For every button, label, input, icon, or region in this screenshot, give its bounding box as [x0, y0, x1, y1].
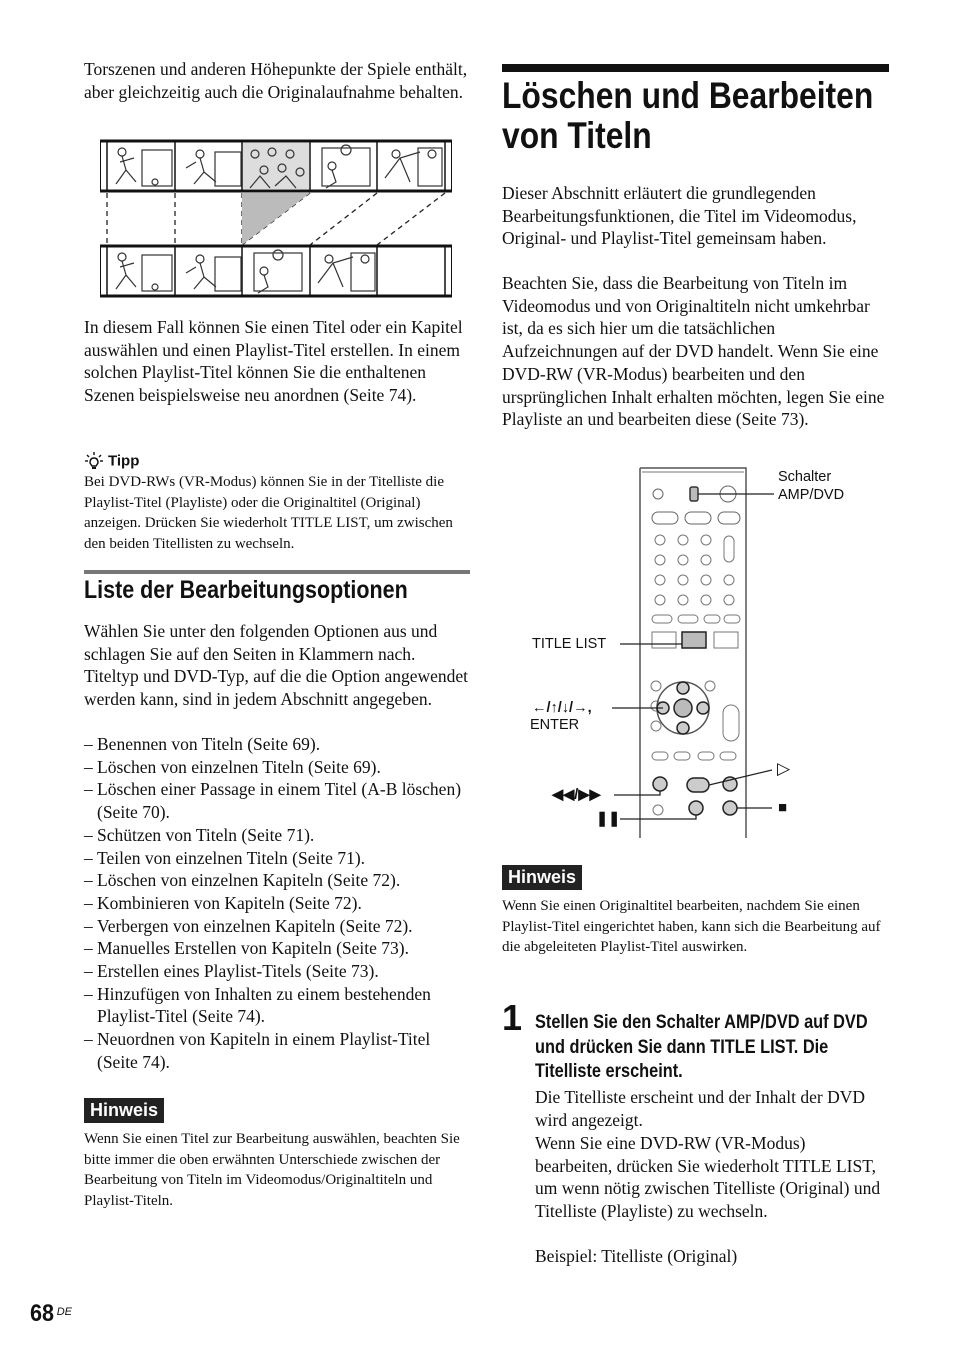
page-number-value: 68	[30, 1300, 55, 1327]
hinweis-badge-left: Hinweis	[84, 1098, 164, 1123]
step-text-3: Beispiel: Titelliste (Original)	[535, 1246, 738, 1266]
list-item: – Löschen von einzelnen Kapiteln (Seite 72).	[84, 869, 469, 892]
page-number-suffix: DE	[56, 1306, 72, 1318]
label-rew-ff: ◀◀/▶▶	[552, 787, 601, 803]
list-item: – Teilen von einzelnen Titeln (Seite 71).	[84, 847, 469, 870]
list-item: – Verbergen von einzelnen Kapiteln (Seite 72).	[84, 915, 469, 938]
lightbulb-icon	[84, 451, 104, 471]
label-schalter: Schalter	[778, 469, 832, 485]
section-rule	[84, 570, 470, 574]
section-heading: Liste der Bearbeitungsoptionen	[84, 576, 408, 604]
page-number	[30, 1300, 72, 1328]
list-item: – Löschen einer Passage in einem Titel (A-B löschen) (Seite 70).	[84, 778, 469, 823]
intro-paragraph-1: Dieser Abschnitt erläutert die grundlegenden Bearbeitungsfunktionen, die Titel im Videomodus, Original- und Playlist-Titel gemeinsam haben.	[502, 183, 857, 249]
options-list	[84, 733, 469, 1074]
hinweis-text-left: Wenn Sie einen Titel zur Bearbeitung auswählen, beachten Sie bitte immer die oben erwähnten Unterschiede zwischen der Bearbeitung von Titeln im Videomodus/Originaltiteln und Playlist-Titeln.	[84, 1131, 460, 1209]
section-intro: Wählen Sie unter den folgenden Optionen aus und schlagen Sie auf den Seiten in Klammern nach. Titeltyp und DVD-Typ, auf die die Option angewendet werden kann, sind in jedem Abschnitt angegeben.	[84, 621, 469, 710]
label-pause: ❚❚	[596, 811, 621, 827]
page-title-line-1: Löschen und Bearbeiten	[502, 75, 874, 116]
tipp-label: Tipp	[108, 452, 140, 470]
filmstrip-illustration	[100, 138, 452, 300]
filmstrip-figure	[100, 138, 452, 300]
list-item: – Hinzufügen von Inhalten zu einem bestehenden Playlist-Titel (Seite 74).	[84, 983, 469, 1028]
list-item: – Benennen von Titeln (Seite 69).	[84, 733, 469, 756]
label-enter: ENTER	[530, 717, 580, 733]
list-item: – Schützen von Titeln (Seite 71).	[84, 824, 469, 847]
heading-rule	[502, 64, 889, 72]
list-item: – Löschen von einzelnen Titeln (Seite 69).	[84, 756, 469, 779]
label-arrows: ←/↑/↓/→,	[532, 700, 592, 716]
step-text-1: Die Titelliste erscheint und der Inhalt der DVD wird angezeigt.	[535, 1087, 866, 1130]
hinweis-badge-right: Hinweis	[502, 865, 582, 890]
intro-text: Torszenen und anderen Höhepunkte der Spiele enthält, aber gleichzeitig auch die Originalaufnahme behalten.	[84, 59, 468, 102]
list-item: – Erstellen eines Playlist-Titels (Seite 73).	[84, 960, 469, 983]
label-title-list: TITLE LIST	[532, 636, 607, 652]
list-item: – Manuelles Erstellen von Kapiteln (Seite 73).	[84, 937, 469, 960]
hinweis-text-right: Wenn Sie einen Originaltitel bearbeiten, nachdem Sie einen Playlist-Titel eingerichtet haben, kann sich die Bearbeitung auf die abgeleiteten Playlist-Titel auswirken.	[502, 898, 881, 955]
list-item: – Kombinieren von Kapiteln (Seite 72).	[84, 892, 469, 915]
label-play: ▷	[777, 759, 791, 778]
step-number: 1	[502, 997, 523, 1038]
page-title	[502, 76, 873, 156]
page-title-line-2: von Titeln	[502, 115, 652, 156]
tipp-text: Bei DVD-RWs (VR-Modus) können Sie in der Titelliste die Playlist-Titel (Playliste) oder die Originaltitel (Original) anzeigen. Drücken Sie wiederholt TITLE LIST, um zwischen den beiden Titellisten zu wechseln.	[84, 474, 453, 552]
step-text-2: Wenn Sie eine DVD-RW (VR-Modus) bearbeiten, drücken Sie wiederholt TITLE LIST, um wenn nötig zwischen Titelliste (Original) und Titelliste (Playliste) zu wechseln.	[535, 1133, 881, 1222]
tipp-header	[84, 451, 139, 471]
step-heading: Stellen Sie den Schalter AMP/DVD auf DVD und drücken Sie dann TITLE LIST. Die Titelliste erscheint.	[535, 1012, 868, 1082]
after-figure-text: In diesem Fall können Sie einen Titel oder ein Kapitel auswählen und einen Playlist-Titel erstellen. In einem solchen Playlist-Titel können Sie die enthaltenen Szenen beispielsweise neu anordnen (Seite 74).	[84, 317, 463, 406]
label-amp-dvd: AMP/DVD	[778, 487, 845, 503]
intro-paragraph-2: Beachten Sie, dass die Bearbeitung von Titeln im Videomodus und von Originaltiteln nicht umkehrbar ist, da es sich hier um die tatsächlichen Aufzeichnungen auf der DVD handelt. Wenn Sie eine DVD-RW (VR-Modus) bearbeiten und den ursprünglichen Inhalt erhalten möchten, legen Sie eine Playliste an und bearbeiten diese (Seite 73).	[502, 273, 885, 430]
list-item: – Neuordnen von Kapiteln in einem Playlist-Titel (Seite 74).	[84, 1028, 469, 1073]
label-stop: ■	[778, 799, 788, 816]
